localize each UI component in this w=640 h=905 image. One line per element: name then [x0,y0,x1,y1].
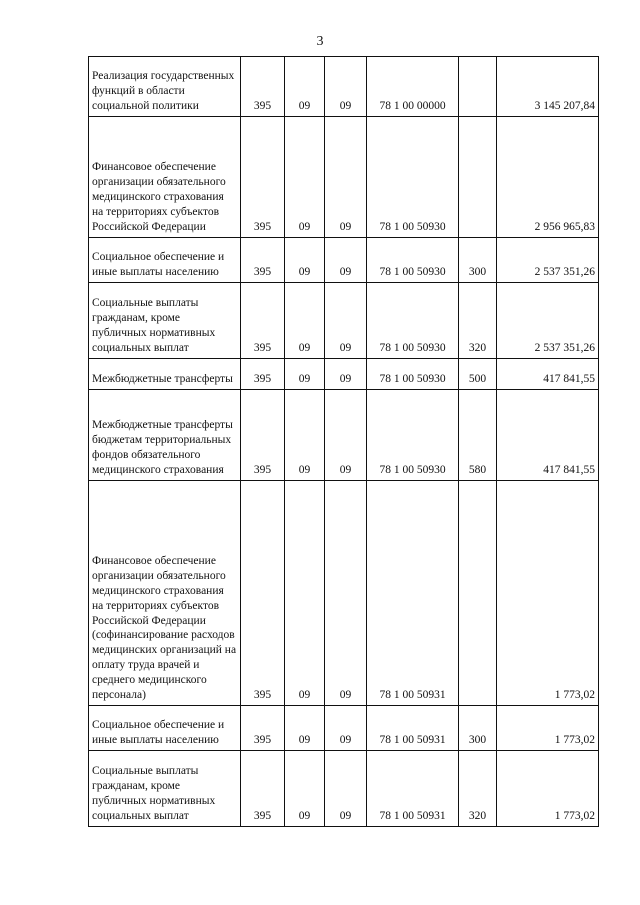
grbs-code-cell: 395 [241,390,285,481]
expense-type-cell: 300 [459,706,497,751]
grbs-code-cell: 395 [241,283,285,359]
grbs-code-cell: 395 [241,117,285,238]
section-code-cell: 09 [285,390,325,481]
table-row [89,390,599,481]
subsection-code-cell: 09 [325,57,367,117]
expense-type-cell [459,481,497,706]
expense-type-cell: 300 [459,238,497,283]
amount-cell: 2 537 351,26 [497,283,599,359]
section-code-cell: 09 [285,117,325,238]
target-article-cell: 78 1 00 50930 [367,390,459,481]
section-code-cell: 09 [285,706,325,751]
expense-type-cell: 320 [459,751,497,827]
expense-name-cell: Социальные выплаты гражданам, кроме публичных нормативных социальных выплат [89,283,241,359]
table-row [89,481,599,706]
table-row [89,238,599,283]
grbs-code-cell: 395 [241,751,285,827]
table-row [89,283,599,359]
table-row [89,57,599,117]
subsection-code-cell: 09 [325,283,367,359]
target-article-cell: 78 1 00 50930 [367,359,459,390]
amount-cell: 1 773,02 [497,706,599,751]
grbs-code-cell: 395 [241,359,285,390]
amount-cell: 2 537 351,26 [497,238,599,283]
target-article-cell: 78 1 00 00000 [367,57,459,117]
table-row [89,359,599,390]
table-row [89,117,599,238]
expense-name-cell: Социальное обеспечение и иные выплаты населению [89,706,241,751]
expense-type-cell: 320 [459,283,497,359]
expense-name-cell: Социальные выплаты гражданам, кроме публичных нормативных социальных выплат [89,751,241,827]
section-code-cell: 09 [285,57,325,117]
section-code-cell: 09 [285,359,325,390]
subsection-code-cell: 09 [325,751,367,827]
section-code-cell: 09 [285,751,325,827]
amount-cell: 3 145 207,84 [497,57,599,117]
expense-name-cell: Межбюджетные трансферты бюджетам территориальных фондов обязательного медицинского страхования [89,390,241,481]
expense-type-cell [459,57,497,117]
section-code-cell: 09 [285,283,325,359]
amount-cell: 417 841,55 [497,359,599,390]
subsection-code-cell: 09 [325,359,367,390]
expense-type-cell [459,117,497,238]
subsection-code-cell: 09 [325,117,367,238]
grbs-code-cell: 395 [241,238,285,283]
expense-type-cell: 580 [459,390,497,481]
section-code-cell: 09 [285,481,325,706]
table-row [89,706,599,751]
expense-name-cell: Финансовое обеспечение организации обязательного медицинского страхования на территориях субъектов Российской Федерации [89,117,241,238]
grbs-code-cell: 395 [241,481,285,706]
target-article-cell: 78 1 00 50930 [367,238,459,283]
subsection-code-cell: 09 [325,706,367,751]
amount-cell: 1 773,02 [497,481,599,706]
target-article-cell: 78 1 00 50930 [367,283,459,359]
expense-name-cell: Финансовое обеспечение организации обязательного медицинского страхования на территориях субъектов Российской Федерации (софинансирование расходов медицинских организаций на оплату труда врачей и среднего медицинского персонала) [89,481,241,706]
amount-cell: 417 841,55 [497,390,599,481]
amount-cell: 1 773,02 [497,751,599,827]
budget-table [88,56,599,827]
expense-name-cell: Реализация государственных функций в области социальной политики [89,57,241,117]
target-article-cell: 78 1 00 50931 [367,751,459,827]
section-code-cell: 09 [285,238,325,283]
subsection-code-cell: 09 [325,238,367,283]
table-row [89,751,599,827]
expense-type-cell: 500 [459,359,497,390]
page-number: 3 [316,34,324,49]
grbs-code-cell: 395 [241,706,285,751]
expense-name-cell: Социальное обеспечение и иные выплаты населению [89,238,241,283]
amount-cell: 2 956 965,83 [497,117,599,238]
target-article-cell: 78 1 00 50931 [367,481,459,706]
target-article-cell: 78 1 00 50930 [367,117,459,238]
subsection-code-cell: 09 [325,390,367,481]
subsection-code-cell: 09 [325,481,367,706]
expense-name-cell: Межбюджетные трансферты [89,359,241,390]
grbs-code-cell: 395 [241,57,285,117]
target-article-cell: 78 1 00 50931 [367,706,459,751]
